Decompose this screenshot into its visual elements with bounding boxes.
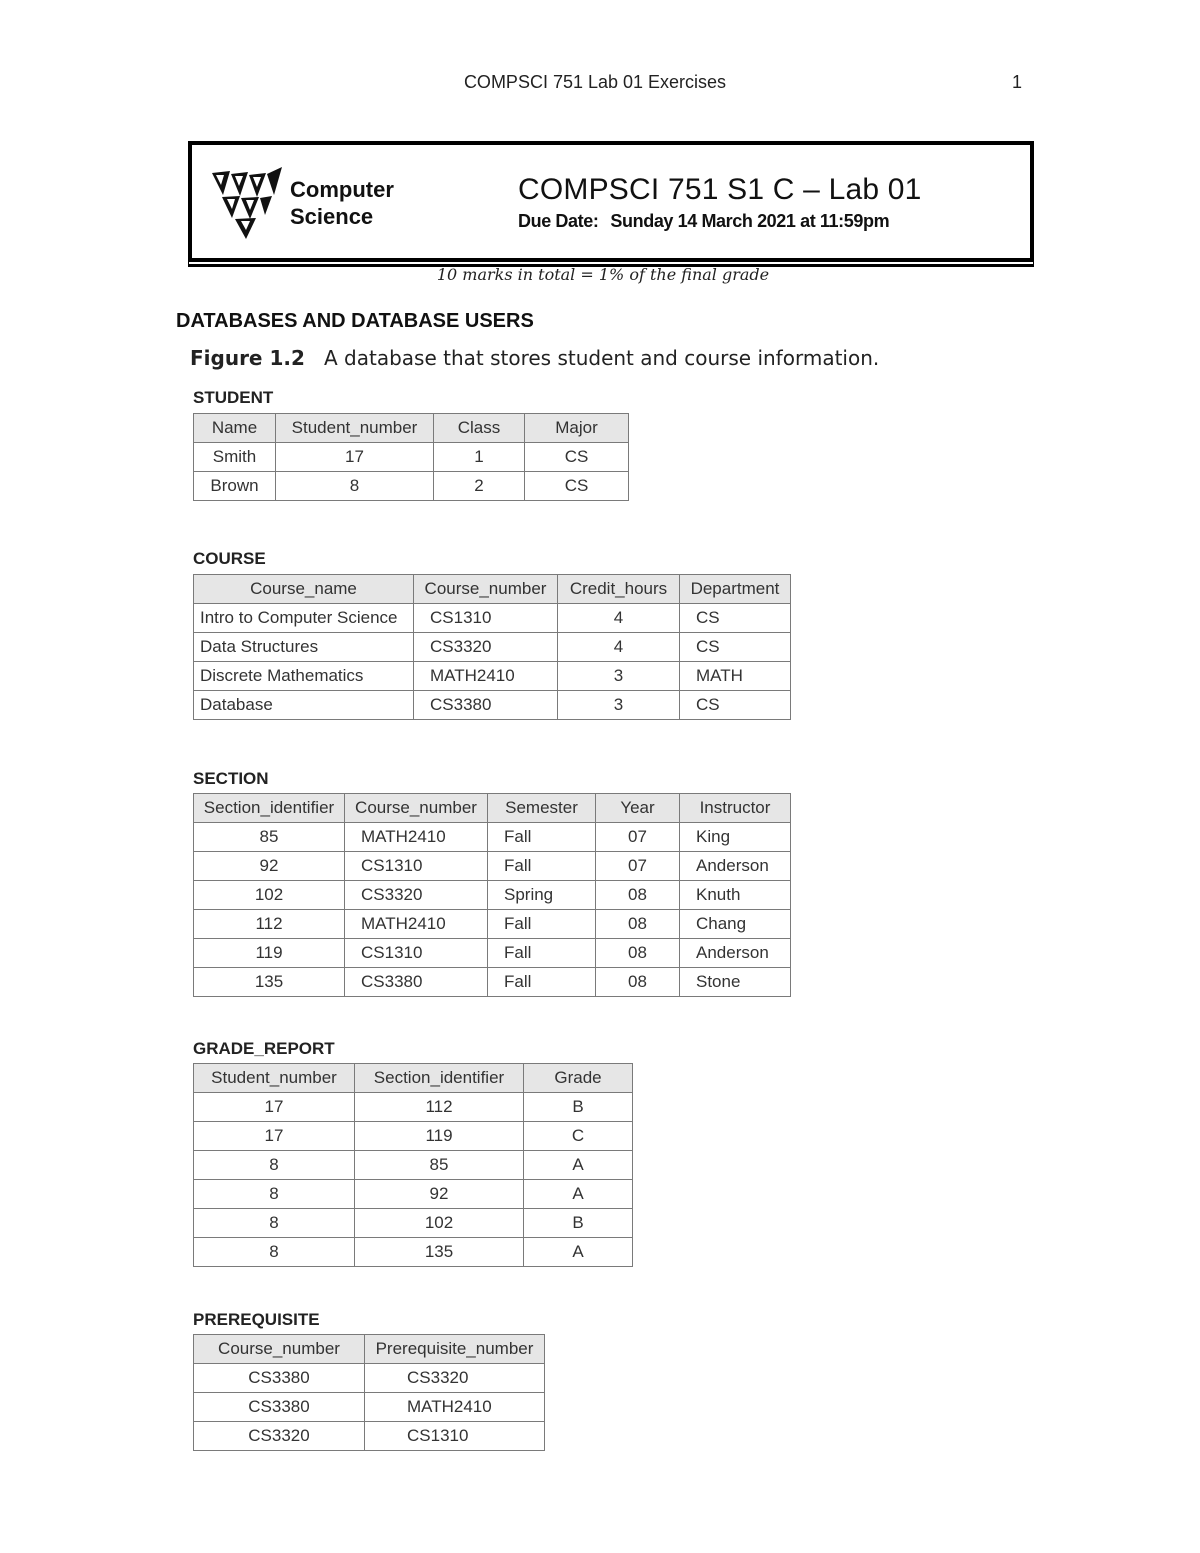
- due-date-label: Due Date:: [518, 211, 599, 231]
- table-row: [194, 968, 791, 997]
- table-cell: 8: [194, 1238, 355, 1267]
- table-cell: CS1310: [414, 604, 558, 633]
- due-date: [518, 211, 889, 232]
- table-cell: 4: [558, 633, 680, 662]
- column-header: Year: [596, 794, 680, 823]
- table-cell: 119: [194, 939, 345, 968]
- prerequisite-table: [193, 1334, 545, 1451]
- table-cell: CS3380: [345, 968, 488, 997]
- figure-caption-text: A database that stores student and course information.: [323, 346, 880, 370]
- table-header-row: [194, 575, 791, 604]
- table-cell: CS1310: [365, 1422, 545, 1451]
- logo-line-computer: Computer: [290, 177, 394, 202]
- table-cell: King: [680, 823, 791, 852]
- table-row: [194, 910, 791, 939]
- table-cell: 85: [194, 823, 345, 852]
- table-row: [194, 1093, 633, 1122]
- table-row: [194, 852, 791, 881]
- table-cell: CS: [680, 604, 791, 633]
- table-cell: 135: [194, 968, 345, 997]
- relation-name-section: SECTION: [193, 769, 269, 788]
- table-cell: CS3320: [414, 633, 558, 662]
- table-cell: CS3380: [194, 1364, 365, 1393]
- lab-title: COMPSCI 751 S1 C – Lab 01: [518, 173, 922, 206]
- table-cell: Anderson: [680, 852, 791, 881]
- table-cell: 08: [596, 968, 680, 997]
- table-cell: 3: [558, 662, 680, 691]
- table-cell: Chang: [680, 910, 791, 939]
- column-header: Grade: [524, 1064, 633, 1093]
- table-row: [194, 1422, 545, 1451]
- table-cell: 119: [355, 1122, 524, 1151]
- table-cell: Discrete Mathematics: [194, 662, 414, 691]
- student-table: [193, 413, 629, 501]
- section-heading: DATABASES AND DATABASE USERS: [176, 310, 534, 332]
- table-cell: Spring: [488, 881, 596, 910]
- table-cell: Fall: [488, 968, 596, 997]
- table-cell: 135: [355, 1238, 524, 1267]
- grade-report-table: [193, 1063, 633, 1267]
- table-cell: CS: [680, 633, 791, 662]
- column-header: Student_number: [194, 1064, 355, 1093]
- table-cell: 1: [434, 443, 525, 472]
- column-header: Student_number: [276, 414, 434, 443]
- column-header: Prerequisite_number: [365, 1335, 545, 1364]
- table-cell: 3: [558, 691, 680, 720]
- relation-name-student: STUDENT: [193, 388, 274, 407]
- logo-line-science: Science: [290, 204, 374, 229]
- table-row: [194, 1209, 633, 1238]
- table-row: [194, 1393, 545, 1422]
- table-cell: CS1310: [345, 939, 488, 968]
- table-cell: 17: [194, 1122, 355, 1151]
- table-cell: CS1310: [345, 852, 488, 881]
- table-row: [194, 1122, 633, 1151]
- table-cell: 07: [596, 823, 680, 852]
- table-cell: MATH2410: [414, 662, 558, 691]
- table-cell: Smith: [194, 443, 276, 472]
- table-cell: 8: [276, 472, 434, 501]
- table-cell: MATH2410: [365, 1393, 545, 1422]
- table-row: [194, 443, 629, 472]
- column-header: Name: [194, 414, 276, 443]
- table-cell: CS: [525, 472, 629, 501]
- table-cell: A: [524, 1151, 633, 1180]
- running-header: [0, 72, 1200, 96]
- table-cell: 08: [596, 910, 680, 939]
- table-cell: 07: [596, 852, 680, 881]
- table-cell: CS: [525, 443, 629, 472]
- table-cell: 8: [194, 1151, 355, 1180]
- figure-label: Figure 1.2: [190, 346, 305, 370]
- table-row: [194, 1180, 633, 1209]
- table-cell: CS3380: [414, 691, 558, 720]
- relation-name-prerequisite: PREREQUISITE: [193, 1310, 320, 1329]
- table-cell: MATH2410: [345, 910, 488, 939]
- table-row: [194, 633, 791, 662]
- table-cell: C: [524, 1122, 633, 1151]
- table-cell: A: [524, 1238, 633, 1267]
- logo-wordmark: [290, 176, 394, 230]
- table-cell: Fall: [488, 852, 596, 881]
- table-cell: 08: [596, 939, 680, 968]
- table-cell: Data Structures: [194, 633, 414, 662]
- table-row: [194, 662, 791, 691]
- page-number: 1: [1012, 72, 1023, 92]
- table-cell: CS3320: [345, 881, 488, 910]
- table-cell: CS3320: [194, 1422, 365, 1451]
- table-header-row: [194, 414, 629, 443]
- table-cell: Anderson: [680, 939, 791, 968]
- figure-caption: [190, 346, 879, 370]
- table-cell: MATH2410: [345, 823, 488, 852]
- section-table: [193, 793, 791, 997]
- table-cell: Knuth: [680, 881, 791, 910]
- table-header-row: [194, 1064, 633, 1093]
- column-header: Class: [434, 414, 525, 443]
- table-cell: 2: [434, 472, 525, 501]
- column-header: Section_identifier: [355, 1064, 524, 1093]
- table-cell: 8: [194, 1209, 355, 1238]
- relation-name-course: COURSE: [193, 549, 266, 568]
- table-cell: 17: [276, 443, 434, 472]
- table-cell: Intro to Computer Science: [194, 604, 414, 633]
- table-cell: 17: [194, 1093, 355, 1122]
- column-header: Course_number: [194, 1335, 365, 1364]
- table-row: [194, 1238, 633, 1267]
- table-cell: 08: [596, 881, 680, 910]
- table-row: [194, 1151, 633, 1180]
- table-row: [194, 1364, 545, 1393]
- course-table: [193, 574, 791, 720]
- column-header: Instructor: [680, 794, 791, 823]
- table-cell: Fall: [488, 910, 596, 939]
- table-row: [194, 823, 791, 852]
- table-header-row: [194, 1335, 545, 1364]
- table-cell: 102: [194, 881, 345, 910]
- column-header: Department: [680, 575, 791, 604]
- table-cell: Fall: [488, 939, 596, 968]
- table-cell: 8: [194, 1180, 355, 1209]
- table-cell: CS: [680, 691, 791, 720]
- table-cell: 102: [355, 1209, 524, 1238]
- column-header: Semester: [488, 794, 596, 823]
- table-cell: 4: [558, 604, 680, 633]
- table-cell: 85: [355, 1151, 524, 1180]
- table-header-row: [194, 794, 791, 823]
- column-header: Credit_hours: [558, 575, 680, 604]
- table-row: [194, 472, 629, 501]
- table-cell: 112: [355, 1093, 524, 1122]
- column-header: Course_number: [414, 575, 558, 604]
- table-cell: CS3320: [365, 1364, 545, 1393]
- table-cell: B: [524, 1209, 633, 1238]
- table-row: [194, 604, 791, 633]
- relation-name-grade-report: GRADE_REPORT: [193, 1039, 335, 1058]
- title-banner: [188, 141, 1034, 262]
- table-row: [194, 881, 791, 910]
- column-header: Major: [525, 414, 629, 443]
- column-header: Section_identifier: [194, 794, 345, 823]
- due-date-value: Sunday 14 March 2021 at 11:59pm: [610, 211, 890, 231]
- table-cell: MATH: [680, 662, 791, 691]
- table-cell: Database: [194, 691, 414, 720]
- column-header: Course_name: [194, 575, 414, 604]
- uoa-computer-science-logo-icon: [210, 165, 286, 241]
- marks-note: 10 marks in total = 1% of the final grade: [436, 265, 770, 284]
- table-row: [194, 939, 791, 968]
- column-header: Course_number: [345, 794, 488, 823]
- table-cell: B: [524, 1093, 633, 1122]
- table-cell: 92: [355, 1180, 524, 1209]
- table-cell: A: [524, 1180, 633, 1209]
- table-cell: CS3380: [194, 1393, 365, 1422]
- running-title: COMPSCI 751 Lab 01 Exercises: [463, 72, 727, 92]
- table-cell: Fall: [488, 823, 596, 852]
- table-cell: Stone: [680, 968, 791, 997]
- table-cell: 112: [194, 910, 345, 939]
- table-cell: 92: [194, 852, 345, 881]
- table-row: [194, 691, 791, 720]
- table-cell: Brown: [194, 472, 276, 501]
